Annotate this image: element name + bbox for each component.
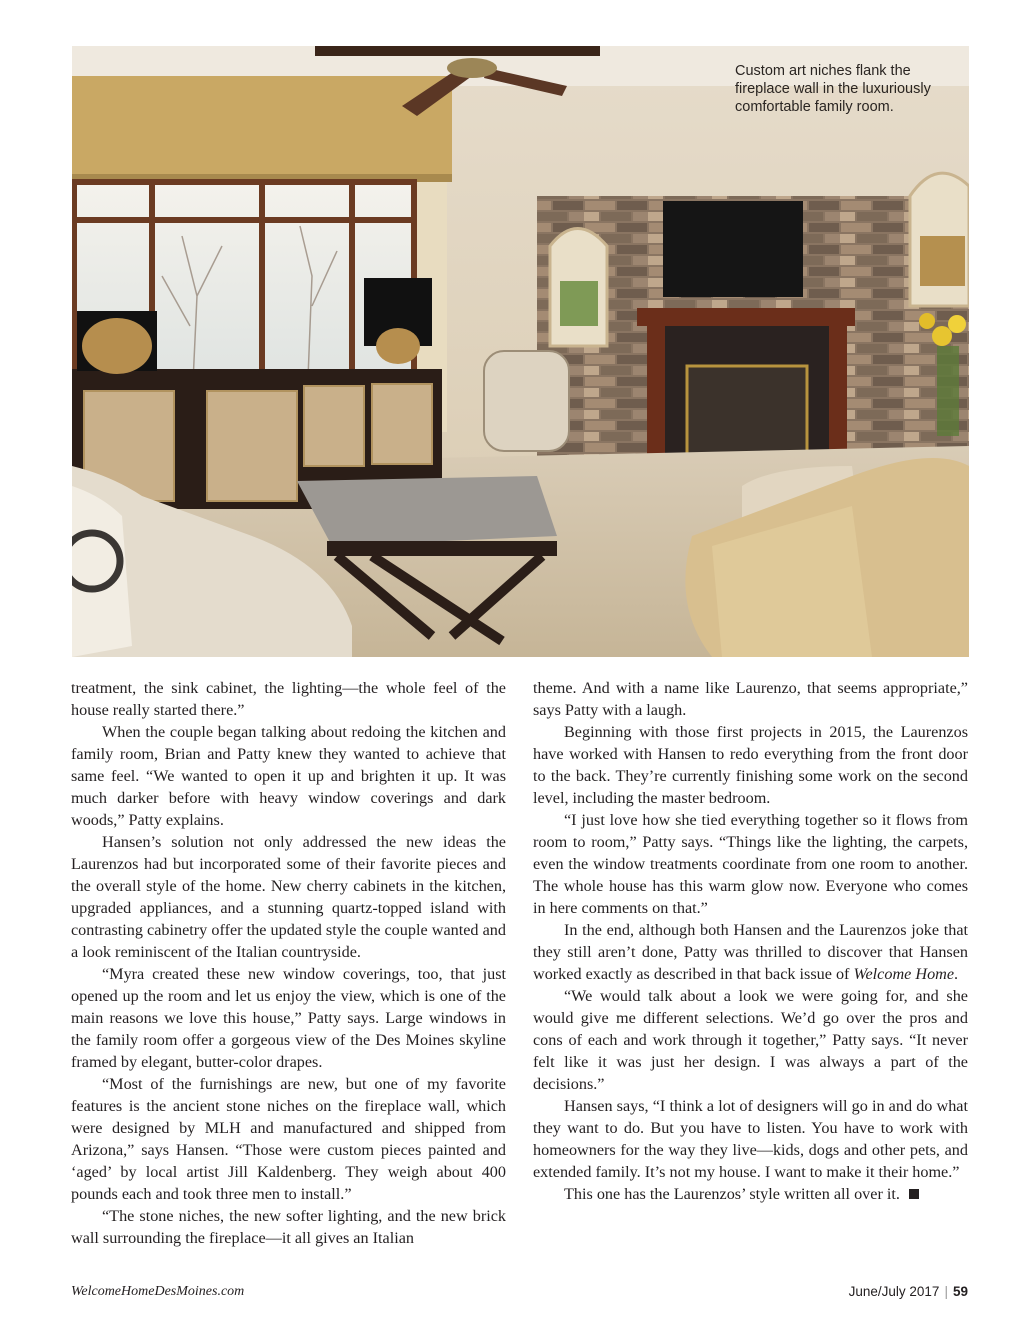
paragraph: Hansen says, “I think a lot of designers will go in and do what they want to do. But you have to listen. You have to work with homeowners for the way they live—kids, dogs and other pets, and extended family. It’s not my house. I want to make it their home.” [533, 1097, 968, 1181]
paragraph: treatment, the sink cabinet, the lighting—the whole feel of the house really started there.” [71, 679, 506, 719]
article-column-right [533, 677, 968, 1205]
paragraph: “We would talk about a look we were going for, and she would give me different selections. We’d go over the pros and cons of each and work through it together,” Patty says. “It never felt like it was just her design. I was always a part of the decisions.” [533, 987, 968, 1093]
footer-issue-info [849, 1284, 968, 1299]
paragraph: theme. And with a name like Laurenzo, that seems appropriate,” says Patty with a laugh. [533, 679, 968, 719]
end-of-article-square-icon [909, 1189, 919, 1199]
publication-title: Welcome Home [853, 965, 955, 983]
photo-caption: Custom art niches flank the fireplace wall in the luxuriously comfortable family room. [735, 63, 931, 115]
family-room-photo [72, 46, 969, 657]
paragraph [533, 1183, 968, 1205]
paragraph: Beginning with those first projects in 2015, the Laurenzos have worked with Hansen to redo everything from the front door to the back. They’re currently finishing some work on the second level, including the master bedroom. [533, 723, 968, 807]
paragraph: When the couple began talking about redoing the kitchen and family room, Brian and Patty knew they wanted to achieve that same feel. “We wanted to open it up and brighten it up. It was much darker before with heavy window coverings and dark woods,” Patty explains. [71, 723, 506, 829]
paragraph-text: . [954, 965, 959, 983]
page-number: 59 [952, 1284, 968, 1299]
paragraph [533, 919, 968, 985]
paragraph-text: This one has the Laurenzos’ style written all over it. [564, 1185, 900, 1203]
paragraph: “The stone niches, the new softer lighting, and the new brick wall surrounding the fireplace—it all gives an Italian [71, 1207, 506, 1247]
paragraph: “Most of the furnishings are new, but one of my favorite features is the ancient stone niches on the fireplace wall, which were designed by MLH and manufactured and shipped from Arizona,” says Hansen. “Those were custom pieces painted and ‘aged’ by local artist Jill Kaldenberg. They weigh about 400 pounds each and took three men to install.” [71, 1075, 506, 1203]
footer-website: WelcomeHomeDesMoines.com [71, 1284, 245, 1299]
issue-date: June/July 2017 [848, 1284, 940, 1299]
footer-separator: | [944, 1284, 948, 1299]
paragraph: “Myra created these new window coverings, too, that just opened up the room and let us enjoy the view, which is one of the main reasons we love this house,” Patty says. Large windows in the family room offer a gorgeous view of the Des Moines skyline framed by elegant, butter-color drapes. [71, 965, 506, 1071]
article-column-left [71, 677, 506, 1249]
paragraph: “I just love how she tied everything together so it flows from room to room,” Patty says. “Things like the lighting, the carpets, even the window treatments coordinate from one room to another. The whole house has this warm glow now. Everyone who comes in here comments on that.” [533, 811, 968, 917]
paragraph-text: In the end, although both Hansen and the Laurenzos joke that they still aren’t done, Patty was thrilled to discover that Hansen worked exactly as described in that back issue of [533, 921, 968, 983]
paragraph: Hansen’s solution not only addressed the new ideas the Laurenzos had but incorporated some of their favorite pieces and the overall style of the home. New cherry cabinets in the kitchen, upgraded appliances, and a stunning quartz-topped island with contrasting cabinetry offer the updated style the couple wanted and a look reminiscent of the Italian countryside. [71, 833, 506, 961]
